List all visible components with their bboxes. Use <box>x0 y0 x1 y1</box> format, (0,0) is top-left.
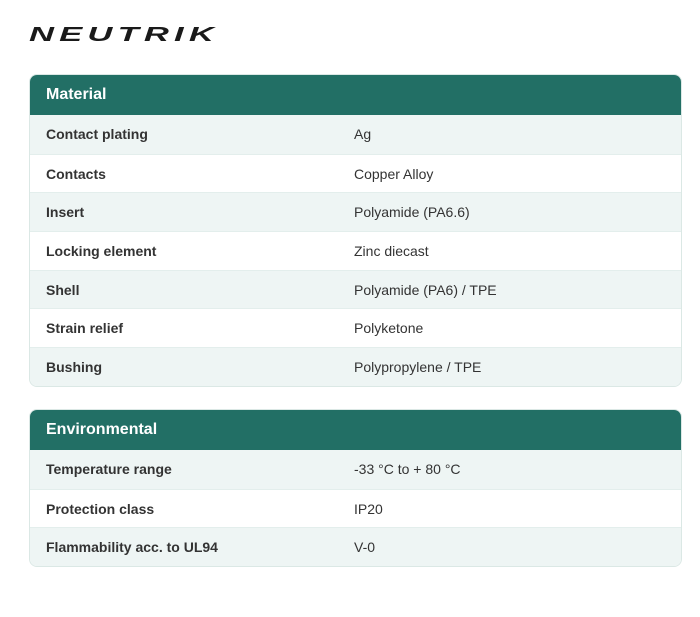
table-row <box>30 450 681 489</box>
row-value: Zinc diecast <box>354 242 429 259</box>
table-row <box>30 270 681 309</box>
row-value: Polyamide (PA6.6) <box>354 204 470 221</box>
table-body <box>30 115 681 386</box>
table-row <box>30 489 681 528</box>
row-value: Copper Alloy <box>354 165 434 182</box>
neutrik-logo[interactable] <box>29 24 221 44</box>
row-label: Temperature range <box>46 461 172 478</box>
table-body <box>30 450 681 566</box>
material-table <box>29 74 682 387</box>
row-label: Contacts <box>46 165 106 182</box>
row-label: Locking element <box>46 242 157 259</box>
row-value: Ag <box>354 126 372 143</box>
row-value: V-0 <box>354 539 376 556</box>
section-header: Material <box>30 75 681 115</box>
table-row <box>30 527 681 566</box>
row-label: Strain relief <box>46 320 124 337</box>
table-row <box>30 308 681 347</box>
row-label: Shell <box>46 281 80 298</box>
table-row <box>30 115 681 154</box>
row-label: Bushing <box>46 358 102 375</box>
table-row <box>30 347 681 386</box>
row-value: IP20 <box>354 500 383 517</box>
environmental-table <box>29 409 682 567</box>
row-label: Flammability acc. to UL94 <box>46 539 218 556</box>
row-value: Polyamide (PA6) / TPE <box>354 281 497 298</box>
row-value: -33 °C to + 80 °C <box>354 461 461 478</box>
table-row <box>30 154 681 193</box>
row-label: Insert <box>46 204 85 221</box>
section-header: Environmental <box>30 410 681 450</box>
logo-wordmark <box>29 24 221 44</box>
row-label: Protection class <box>46 500 155 517</box>
row-label: Contact plating <box>46 126 148 143</box>
table-row <box>30 192 681 231</box>
logo-text: NEUTRIK <box>29 24 219 44</box>
row-value: Polypropylene / TPE <box>354 358 482 375</box>
table-row <box>30 231 681 270</box>
row-value: Polyketone <box>354 320 424 337</box>
